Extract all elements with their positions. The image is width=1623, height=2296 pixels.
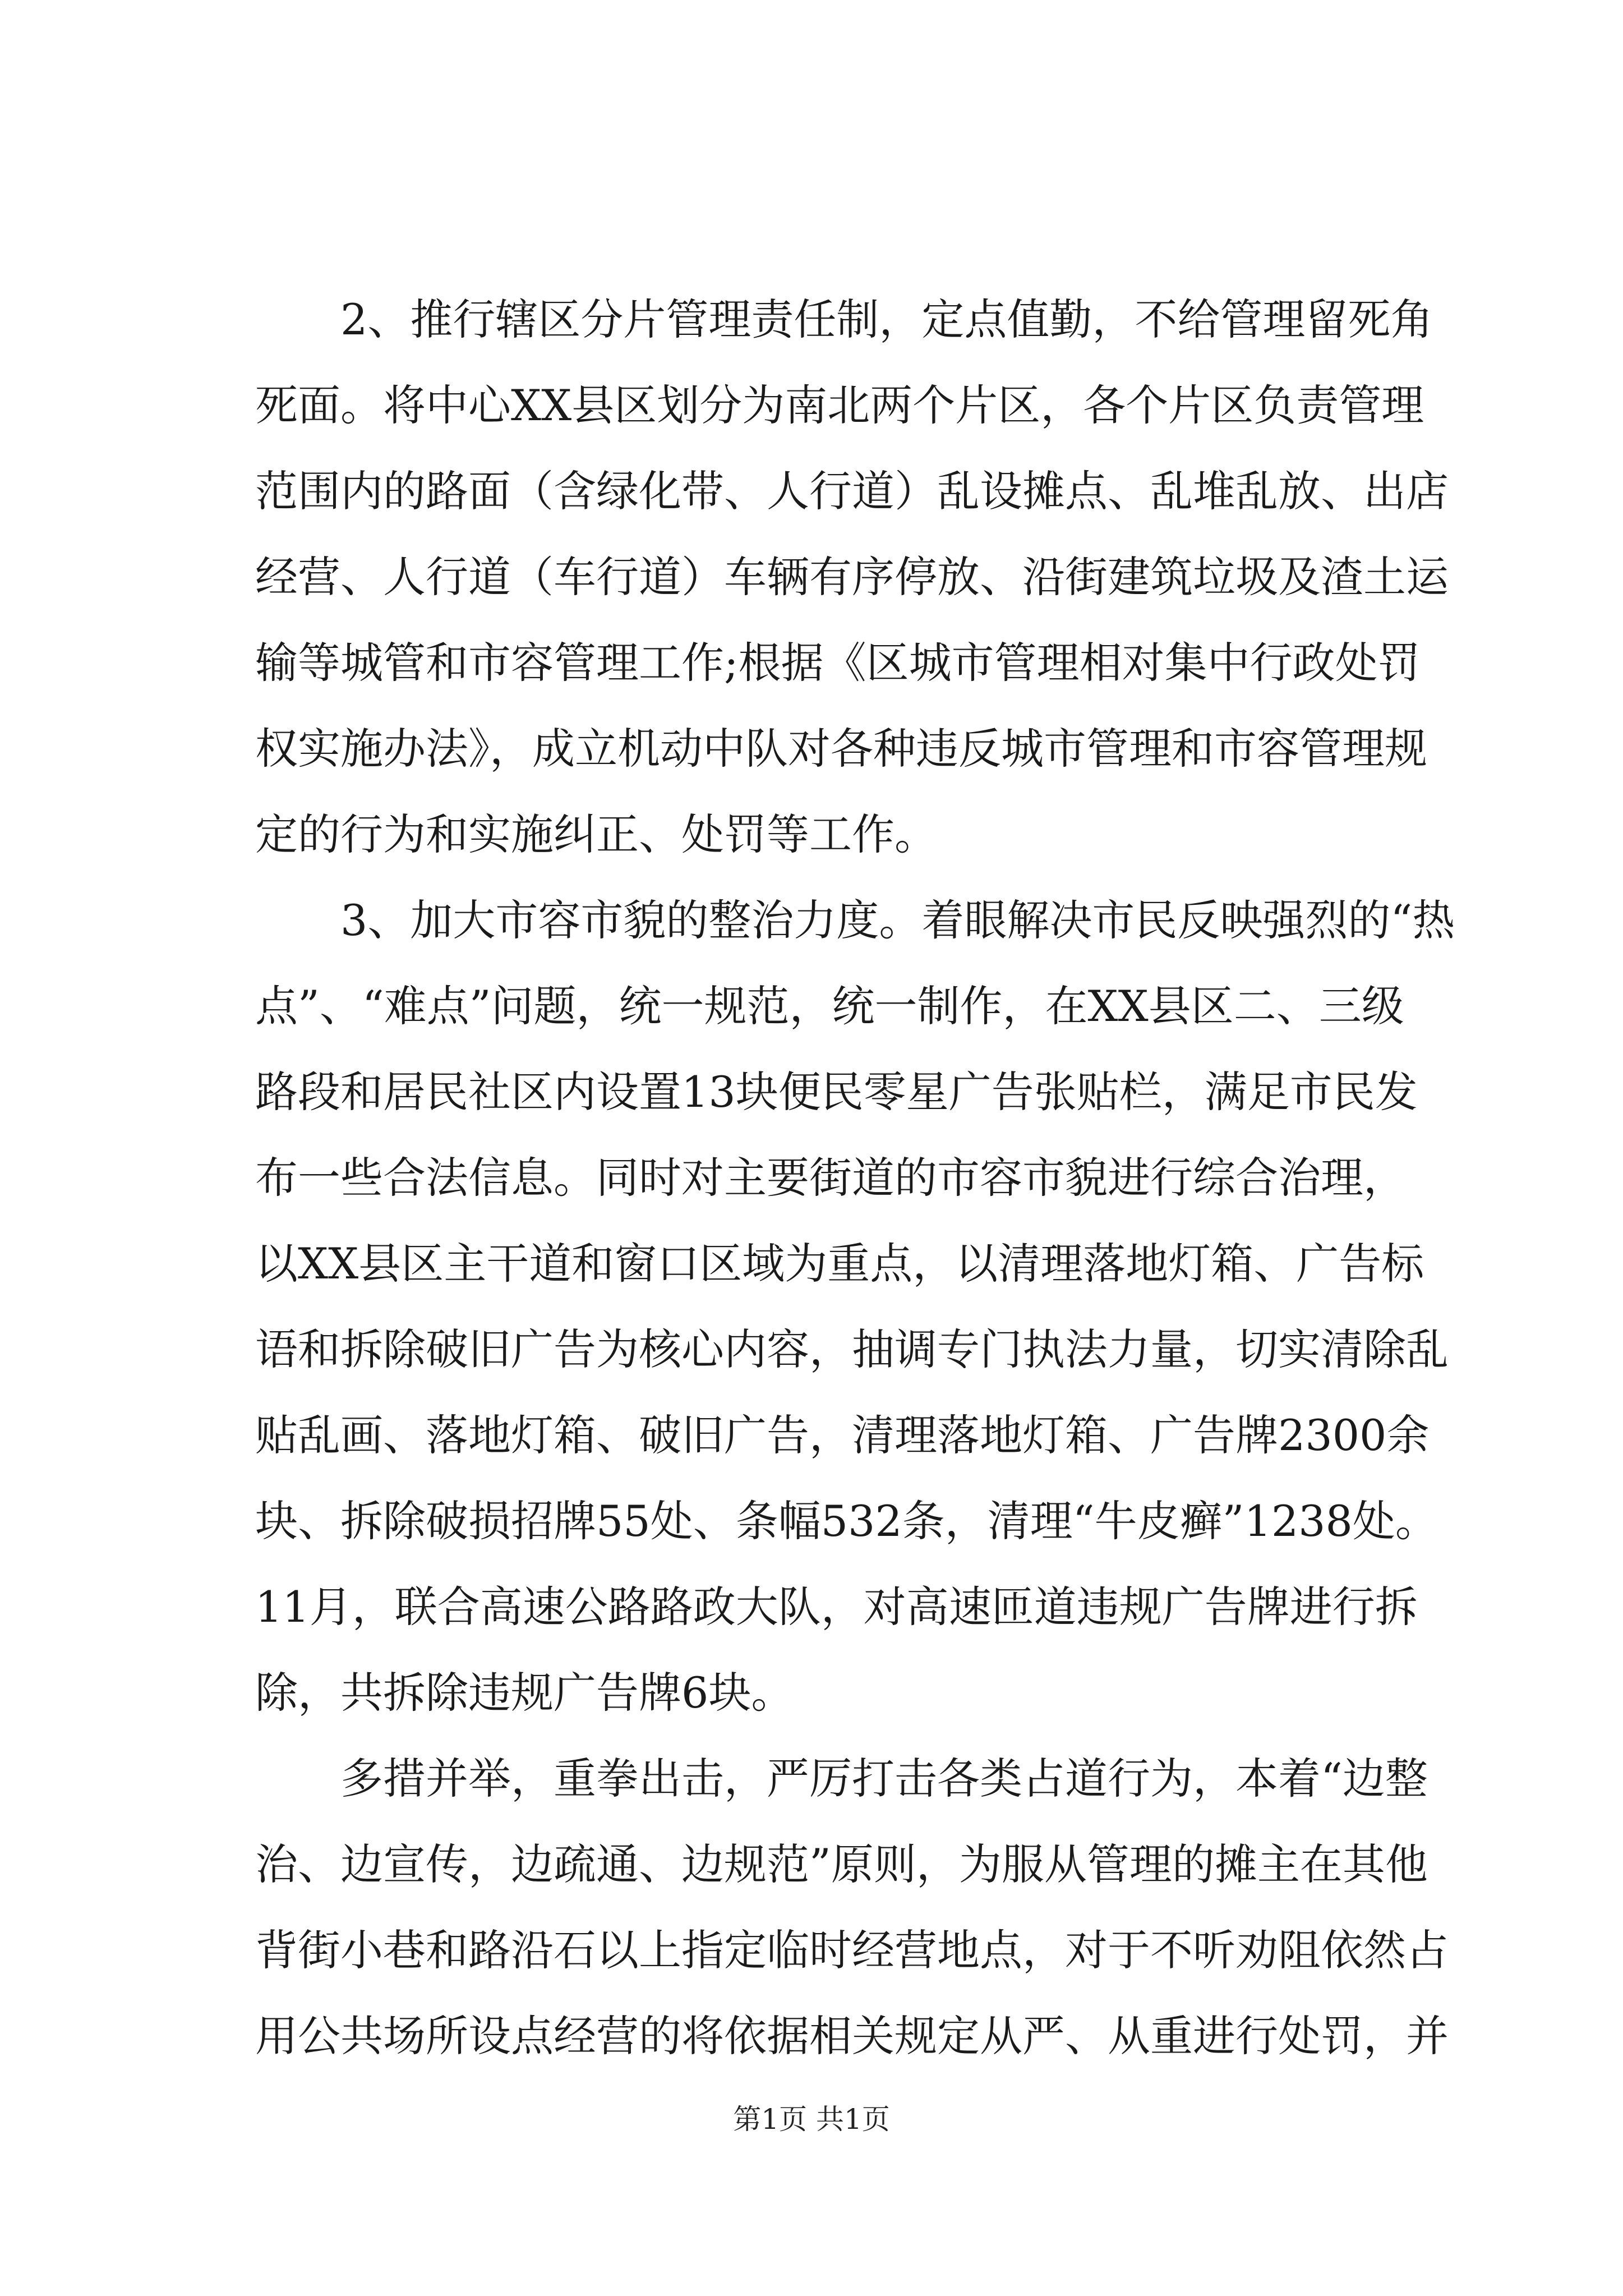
- text-line: 语和拆除破旧广告为核心内容，抽调专门执法力量，切实清除乱: [255, 1324, 1449, 1374]
- text-line: 3、加大市容市貌的整治力度。着眼解决市民反映强烈的“热: [255, 895, 1455, 945]
- text-line: 点”、“难点”问题，统一规范，统一制作，在XX县区二、三级: [255, 981, 1404, 1031]
- text-line: 经营、人行道（车行道）车辆有序停放、沿街建筑垃圾及渣土运: [255, 552, 1449, 602]
- text-line: 贴乱画、落地灯箱、破旧广告，清理落地灯箱、广告牌2300余: [255, 1410, 1430, 1460]
- text-line: 治、边宣传，边疏通、边规范”原则，为服从管理的摊主在其他: [255, 1839, 1428, 1889]
- page-number-footer: 第1页 共1页: [733, 2103, 890, 2136]
- text-line: 布一些合法信息。同时对主要街道的市容市貌进行综合治理，: [255, 1153, 1406, 1203]
- text-line: 除，共拆除违规广告牌6块。: [255, 1668, 794, 1718]
- text-line: 死面。将中心XX县区划分为南北两个片区，各个片区负责管理: [255, 380, 1424, 430]
- text-line: 权实施办法》，成立机动中队对各种违反城市管理和市容管理规: [255, 724, 1427, 774]
- text-line: 以XX县区主干道和窗口区域为重点，以清理落地灯箱、广告标: [255, 1239, 1424, 1289]
- text-line: 背街小巷和路沿石以上指定临时经营地点，对于不听劝阻依然占: [255, 1925, 1449, 1975]
- text-line: 多措并举，重拳出击，严厉打击各类占道行为，本着“边整: [255, 1754, 1428, 1803]
- text-line: 用公共场所设点经营的将依据相关规定从严、从重进行处罚，并: [255, 2011, 1449, 2061]
- text-line: 输等城管和市容管理工作;根据《区城市管理相对集中行政处罚: [255, 638, 1421, 688]
- text-line: 路段和居民社区内设置13块便民零星广告张贴栏，满足市民发: [255, 1067, 1418, 1117]
- text-line: 范围内的路面（含绿化带、人行道）乱设摊点、乱堆乱放、出店: [255, 466, 1449, 516]
- text-line: 2、推行辖区分片管理责任制，定点值勤，不给管理留死角: [255, 295, 1433, 344]
- text-line: 定的行为和实施纠正、处罚等工作。: [255, 809, 937, 859]
- text-line: 11月，联合高速公路路政大队，对高速匝道违规广告牌进行拆: [255, 1582, 1418, 1632]
- text-line: 块、拆除破损招牌55处、条幅532条，清理“牛皮癣”1238处。: [255, 1496, 1438, 1546]
